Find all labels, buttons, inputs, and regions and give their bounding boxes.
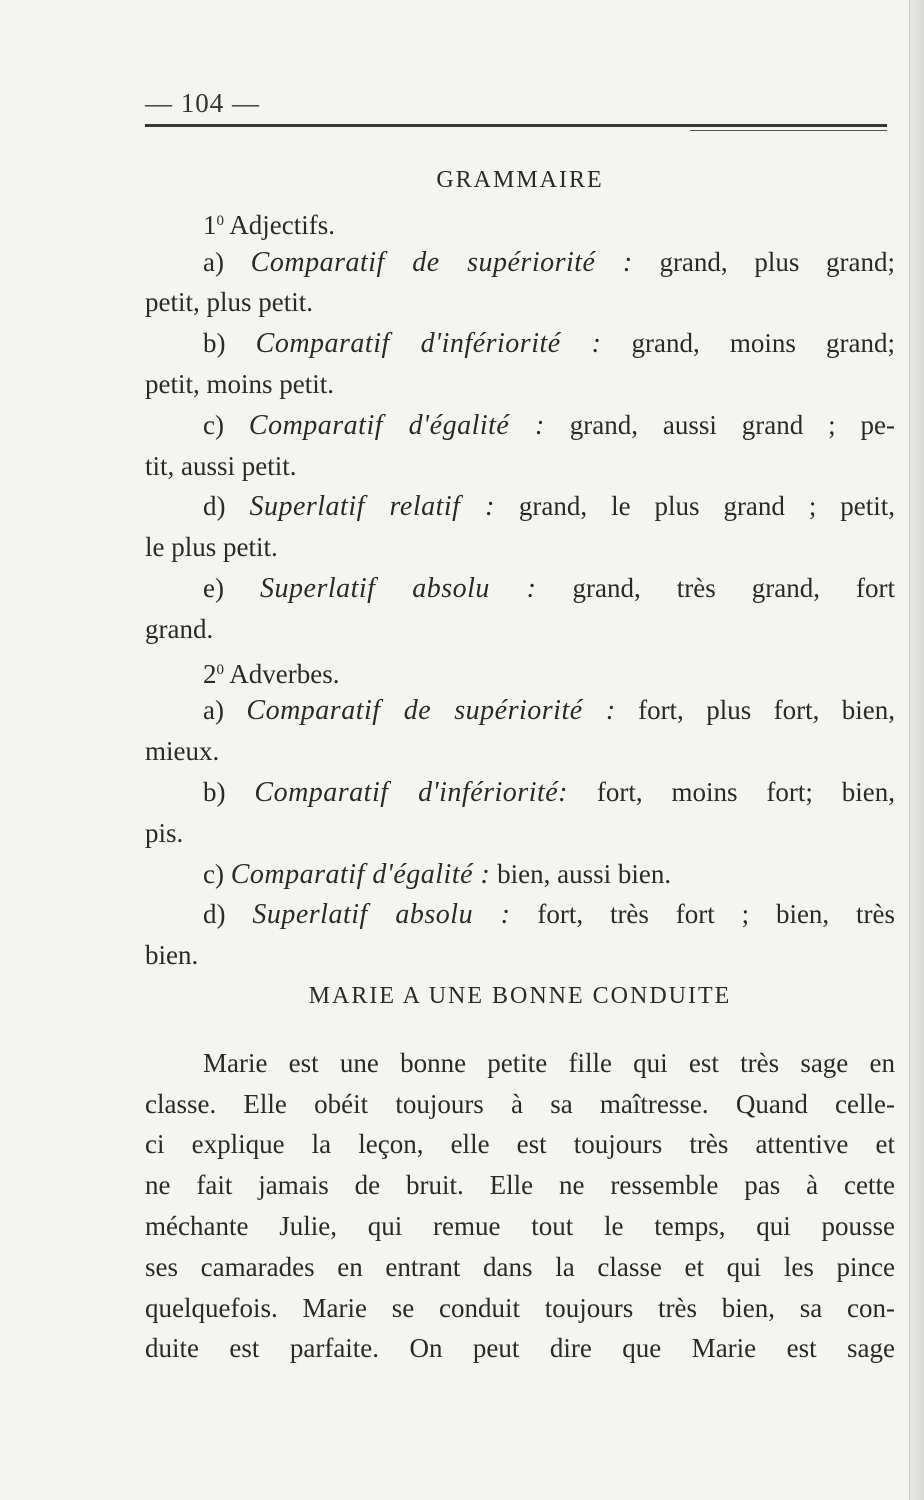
story-line: quelquefois. Marie se conduit toujours très bien, sa con-	[145, 1292, 895, 1323]
item-b2-line2: pis.	[145, 817, 184, 848]
ordinal-mark: 0	[216, 661, 224, 678]
item-letter: d)	[203, 491, 226, 522]
item-a2-line2: mieux.	[145, 736, 220, 767]
item-c2-line1	[145, 854, 895, 895]
item-e-line2: grand.	[145, 613, 214, 644]
header-rule	[145, 124, 887, 127]
item-text: grand, plus grand;	[659, 246, 896, 277]
item-letter: d)	[203, 899, 226, 930]
item-text: grand, aussi grand ; pe-	[569, 409, 896, 440]
item-term: Comparatif d'égalité :	[230, 858, 491, 890]
item-text: grand, très grand, fort	[572, 572, 896, 603]
item-term: Comparatif de supériorité :	[246, 695, 616, 727]
item-text: grand, le plus grand ; petit,	[518, 491, 896, 522]
header-rule-thin	[690, 130, 887, 131]
spacer	[145, 1017, 895, 1043]
item-term: Comparatif d'infériorité :	[255, 328, 602, 360]
section-number: 1	[203, 209, 217, 240]
item-term: Superlatif relatif :	[249, 491, 495, 523]
item-letter: a)	[203, 695, 224, 726]
item-d2-line2: bien.	[145, 940, 199, 971]
item-text: grand, moins grand;	[631, 328, 896, 359]
item-term: Comparatif de supériorité :	[250, 246, 633, 278]
story-line: classe. Elle obéit toujours à sa maîtresse. Quand celle-	[145, 1088, 895, 1119]
item-letter: a)	[203, 246, 224, 277]
section-number: 2	[203, 658, 217, 689]
item-c-line1	[145, 405, 895, 446]
item-d-line1	[145, 486, 895, 527]
story-line: duite est parfaite. On peut dire que Marie est sage	[145, 1333, 895, 1364]
section-title-grammaire: GRAMMAIRE	[436, 167, 604, 193]
item-text: fort, plus fort, bien,	[638, 695, 896, 726]
section-label: Adverbes.	[229, 658, 340, 689]
item-c-line2: tit, aussi petit.	[145, 450, 297, 481]
item-b-line1	[145, 323, 895, 364]
item-term: Comparatif d'égalité :	[248, 409, 545, 441]
item-text: bien, aussi bien.	[497, 858, 672, 889]
story-line: ci explique la leçon, elle est toujours très attentive et	[145, 1129, 895, 1160]
item-text: fort, moins fort; bien,	[596, 776, 896, 807]
section-label: Adjectifs.	[229, 209, 335, 240]
item-letter: b)	[203, 776, 226, 807]
page-number: — 104 —	[145, 88, 260, 118]
item-letter: c)	[203, 858, 224, 889]
item-term: Superlatif absolu :	[260, 572, 537, 604]
story-paragraph	[145, 1043, 895, 1369]
item-text: fort, très fort ; bien, très	[537, 899, 896, 930]
story-line: Marie est une bonne petite fille qui est très sage en	[203, 1047, 895, 1078]
item-b-line2: petit, moins petit.	[145, 368, 334, 399]
item-letter: c)	[203, 409, 224, 440]
story-line: ne fait jamais de bruit. Elle ne ressemble pas à cette	[145, 1170, 895, 1201]
item-letter: e)	[203, 572, 224, 603]
page-content	[145, 160, 895, 1369]
item-a-line1	[145, 242, 895, 283]
item-b2-line1	[145, 772, 895, 813]
item-term: Comparatif d'infériorité:	[254, 776, 569, 808]
item-d2-line1	[145, 894, 895, 935]
heading-adjectifs	[145, 201, 895, 242]
heading-adverbes	[145, 650, 895, 691]
story-line: méchante Julie, qui remue tout le temps, qui pousse	[145, 1210, 895, 1241]
item-term: Superlatif absolu :	[252, 899, 511, 931]
page-edge	[909, 0, 924, 1500]
item-e-line1	[145, 568, 895, 609]
item-d-line2: le plus petit.	[145, 532, 278, 563]
section-title-story: MARIE A UNE BONNE CONDUITE	[308, 982, 732, 1009]
item-letter: b)	[203, 328, 226, 359]
item-a2-line1	[145, 690, 895, 731]
ordinal-mark: 0	[216, 212, 224, 229]
story-line: ses camarades en entrant dans la classe et qui les pince	[145, 1251, 895, 1282]
item-a-line2: petit, plus petit.	[145, 287, 313, 318]
